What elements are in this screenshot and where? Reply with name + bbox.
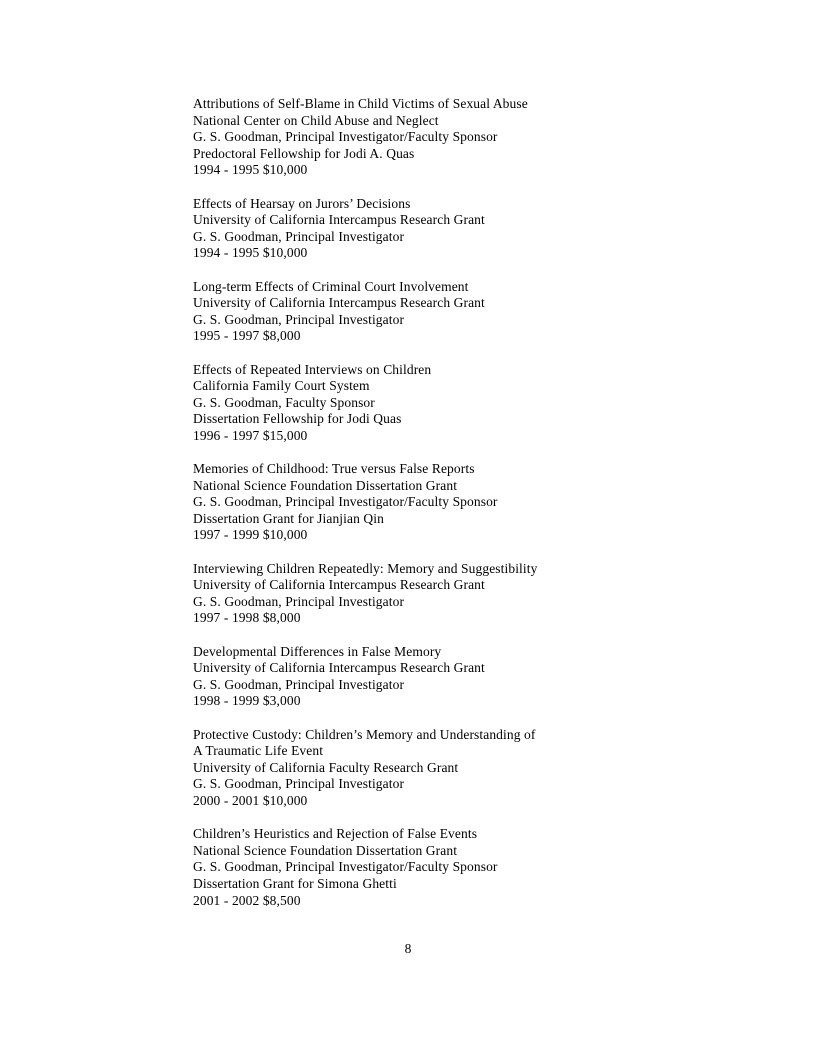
grant-investigator: G. S. Goodman, Principal Investigator: [193, 776, 405, 792]
grant-title: Interviewing Children Repeatedly: Memory and Suggestibility: [193, 560, 538, 576]
grant-fellowship-note: Dissertation Fellowship for Jodi Quas: [193, 411, 402, 427]
grant-period-amount: 1997 - 1999 $10,000: [193, 527, 308, 543]
grant-period-amount: 2000 - 2001 $10,000: [193, 792, 308, 808]
grant-fellowship-note: Dissertation Grant for Simona Ghetti: [193, 875, 397, 891]
grant-investigator: G. S. Goodman, Principal Investigator: [193, 593, 405, 609]
grants-list: [193, 96, 633, 926]
grant-investigator: G. S. Goodman, Principal Investigator/Faculty Sponsor: [193, 129, 498, 145]
grant-entry: [193, 362, 633, 445]
grant-investigator: G. S. Goodman, Faculty Sponsor: [193, 394, 375, 410]
grant-entry: [193, 461, 633, 544]
grant-entry: [193, 727, 633, 810]
grant-period-amount: 2001 - 2002 $8,500: [193, 892, 301, 908]
grant-title: Children’s Heuristics and Rejection of False Events: [193, 826, 478, 842]
grant-period-amount: 1995 - 1997 $8,000: [193, 328, 301, 344]
grant-entry: [193, 644, 633, 710]
grant-investigator: G. S. Goodman, Principal Investigator: [193, 676, 405, 692]
grant-title: Developmental Differences in False Memory: [193, 643, 442, 659]
grant-funder: University of California Faculty Research Grant: [193, 759, 459, 775]
grant-entry: [193, 279, 633, 345]
grant-title: Long-term Effects of Criminal Court Involvement: [193, 278, 469, 294]
grant-entry: [193, 561, 633, 627]
grant-investigator: G. S. Goodman, Principal Investigator/Faculty Sponsor: [193, 494, 498, 510]
grant-period-amount: 1996 - 1997 $15,000: [193, 427, 308, 443]
grant-funder: University of California Intercampus Research Grant: [193, 212, 485, 228]
grant-title: Protective Custody: Children’s Memory and Understanding of: [193, 726, 536, 742]
grant-title-continued: A Traumatic Life Event: [193, 743, 324, 759]
grant-entry: [193, 826, 633, 909]
grant-funder: University of California Intercampus Research Grant: [193, 295, 485, 311]
grant-funder: California Family Court System: [193, 378, 370, 394]
grant-entry: [193, 196, 633, 262]
grant-period-amount: 1994 - 1995 $10,000: [193, 245, 308, 261]
grant-period-amount: 1997 - 1998 $8,000: [193, 610, 301, 626]
grant-funder: University of California Intercampus Research Grant: [193, 577, 485, 593]
grant-entry: [193, 96, 633, 179]
grant-title: Effects of Hearsay on Jurors’ Decisions: [193, 195, 411, 211]
grant-title: Effects of Repeated Interviews on Children: [193, 361, 432, 377]
grant-investigator: G. S. Goodman, Principal Investigator: [193, 228, 405, 244]
grant-title: Attributions of Self-Blame in Child Victims of Sexual Abuse: [193, 96, 528, 111]
grant-fellowship-note: Dissertation Grant for Jianjian Qin: [193, 510, 384, 526]
grant-fellowship-note: Predoctoral Fellowship for Jodi A. Quas: [193, 145, 415, 161]
grant-funder: National Science Foundation Dissertation Grant: [193, 477, 458, 493]
grant-funder: National Science Foundation Dissertation Grant: [193, 842, 458, 858]
grant-title: Memories of Childhood: True versus False Reports: [193, 461, 475, 477]
grant-period-amount: 1994 - 1995 $10,000: [193, 162, 308, 178]
grant-investigator: G. S. Goodman, Principal Investigator: [193, 311, 405, 327]
grant-funder: National Center on Child Abuse and Neglect: [193, 112, 439, 128]
page-number: 8: [404, 941, 412, 956]
grant-investigator: G. S. Goodman, Principal Investigator/Faculty Sponsor: [193, 859, 498, 875]
grant-funder: University of California Intercampus Research Grant: [193, 660, 485, 676]
grant-period-amount: 1998 - 1999 $3,000: [193, 693, 301, 709]
